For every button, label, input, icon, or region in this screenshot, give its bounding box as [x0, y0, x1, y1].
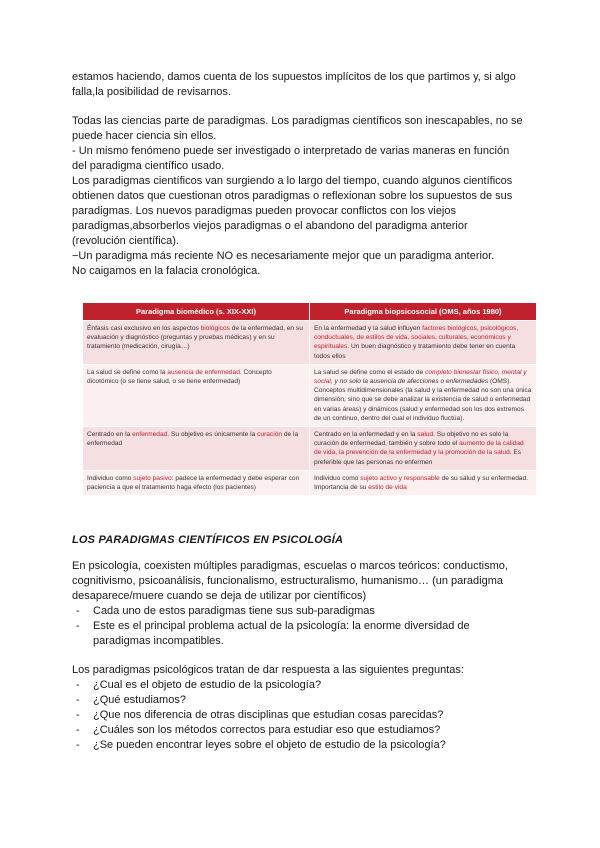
text-line: obtienen datos que cuestionan otros paradigmas o reflexionan sobre los supuestos de sus [72, 190, 513, 202]
cell-text-run: . Concepto dicotómico (o se tiene salud, o se tiene enfermedad) [87, 368, 272, 386]
list-item [72, 678, 532, 693]
dash-marker: - [76, 709, 80, 722]
list-item [72, 708, 532, 723]
cell-biopsychosocial [310, 427, 537, 471]
cell-text-run: sujeto pasivo [133, 474, 172, 482]
cell-text-run: aumento de la calidad de vida, la prevención de la enfermedad y la promoción de la salud [314, 440, 524, 457]
cell-text-run: sujeto activo y responsable [360, 474, 440, 482]
text-line: paradigmas. Los nuevos paradigmas pueden provocar conflictos con los viejos [72, 205, 456, 217]
table-row [83, 470, 537, 495]
list-item [72, 693, 532, 708]
cell-text-run: En la enfermedad y la salud influyen [314, 325, 423, 332]
table-header-biopsychosocial: Paradigma biopsicosocial (OMS, años 1980) [310, 303, 537, 321]
text-line: cognitivismo, psicoanálisis, funcionalismo, estructuralismo, humanismo… (un paradigma [72, 575, 504, 588]
text-line: Todas las ciencias parte de paradigmas. Los paradigmas científicos son inescapables, no se [72, 115, 523, 127]
cell-text-run: ausencia de enfermedad [167, 368, 240, 376]
cell-text-run: Centrado en la [87, 431, 133, 439]
text-line: No caigamos en la falacia cronológica. [72, 265, 261, 277]
dash-marker: - [76, 694, 80, 707]
cell-text-run: salud [417, 431, 434, 439]
text-line: desaparece/muere cuando se deja de utilizar por científicos) [72, 590, 367, 603]
text-line: falla,la posibilidad de revisarnos. [72, 86, 231, 98]
list-item-text: Este es el principal problema actual de la psicología: la enorme diversidad de [93, 620, 470, 633]
list-item-text: ¿Cuáles son los métodos correctos para estudiar eso que estudiamos? [93, 724, 441, 737]
cell-text-run: La salud se define como el estado de [314, 368, 426, 376]
list-item-text: ¿Que nos diferencia de otras disciplinas que estudian cosas parecidas? [93, 709, 444, 722]
dash-marker: - [76, 620, 80, 633]
cell-text-run: La salud se define como la [87, 368, 168, 376]
list-item-text: ¿Se pueden encontrar leyes sobre el objeto de estudio de la psicología? [93, 739, 446, 752]
cell-text-run: . Su objetivo es únicamente la [167, 431, 258, 439]
cell-biomedical [83, 427, 310, 471]
text-line: puede hacer ciencia sin ellos. [72, 130, 217, 142]
dash-marker: - [76, 739, 80, 752]
cell-text-run: Individuo como [314, 474, 361, 482]
cell-text-run: . Es preferible que las personas no enfermen [314, 449, 522, 466]
document-page [72, 70, 532, 753]
cell-biomedical [83, 321, 310, 365]
dash-marker: - [76, 679, 80, 692]
cell-biomedical [83, 470, 310, 495]
cell-text-run: . Un buen diagnóstico y tratamiento debe tener en cuenta todos ellos [314, 343, 516, 360]
cell-text-run: (OMS). Conceptos multidimensionales (la salud y la enfermedad no son una única dimensión, sino que se debe analizar la existencia de salud o enfermedad en varias áreas) y dinámicos (salud y enfermedad son los dos extremos de un continuo, dentro del cual el individuo fluctúa). [314, 378, 532, 422]
text-line: estamos haciendo, damos cuenta de los supuestos implícitos de los que partimos y, si algo [72, 71, 516, 83]
cell-text-run: Énfasis casi exclusivo en los aspectos [87, 325, 201, 332]
list-item-text: ¿Qué estudiamos? [93, 694, 186, 707]
cell-text-run: Individuo como [87, 474, 134, 482]
bullet-list-1 [72, 604, 532, 649]
cell-biopsychosocial [310, 321, 537, 365]
cell-text-run: enfermedad [132, 431, 168, 439]
list-item [72, 604, 532, 619]
section-paragraph-2: Los paradigmas psicológicos tratan de dar respuesta a las siguientes preguntas: [72, 664, 464, 677]
cell-text-run: . Su objetivo no es solo la curación de enfermedad, también y sobre todo el [314, 431, 509, 448]
dash-marker: - [76, 605, 80, 618]
cell-text-run: , y no solo la ausencia de afecciones o enfermedades [330, 378, 489, 386]
text-line: paradigmas,absorberlos viejos paradigmas o el abandono del paradigma anterior [72, 220, 468, 232]
cell-text-run: de su salud y su enfermedad. Importancia de su [314, 474, 529, 492]
cell-biopsychosocial [310, 364, 537, 426]
table-row [83, 364, 537, 426]
cell-text-run: estilo de vida [368, 484, 407, 492]
text-line: En psicología, coexisten múltiples paradigmas, escuelas o marcos teóricos: conductismo, [72, 560, 508, 573]
text-line: - Un mismo fenómeno puede ser investigado o interpretado de varias maneras en función [72, 145, 510, 157]
intro-paragraph-2 [72, 114, 532, 279]
text-line: (revolución científica). [72, 235, 179, 247]
section-paragraph-1 [72, 559, 532, 604]
list-item-text: ¿Cual es el objeto de estudio de la psicología? [93, 679, 322, 692]
text-line: del paradigma científico usado. [72, 160, 225, 172]
cell-text-run: biológicos [200, 325, 230, 332]
section-heading: LOS PARADIGMAS CIENTÍFICOS EN PSICOLOGÍA [72, 534, 344, 547]
list-item [72, 723, 532, 738]
table-row [83, 321, 537, 365]
cell-text-run: de la enfermedad, en su evaluación y diagnóstico (preguntas y pruebas médicas) y en su tratamiento (medicación, cirugía…) [87, 325, 303, 351]
cell-text-run: de la enfermedad [87, 431, 299, 448]
intro-paragraph-1 [72, 70, 532, 100]
paradigm-comparison-table [82, 302, 537, 496]
list-item [72, 619, 532, 649]
list-item-text: Cada uno de estos paradigmas tiene sus sub-paradigmas [93, 605, 375, 618]
cell-text-run: completo bienestar físico, mental y social [314, 368, 527, 386]
dash-marker: - [76, 724, 80, 737]
table-header-biomedical: Paradigma biomédico (s. XIX-XXI) [83, 303, 310, 321]
text-line: Los paradigmas científicos van surgiendo a lo largo del tiempo, cuando algunos científicos [72, 175, 513, 187]
table-row [83, 427, 537, 471]
cell-text-run: : padece la enfermedad y debe esperar con paciencia a que el tratamiento haga efecto (los pacientes) [87, 474, 300, 492]
cell-text-run: Centrado en la enfermedad y en la [314, 431, 418, 439]
cell-biomedical [83, 364, 310, 426]
question-list [72, 678, 532, 753]
cell-biopsychosocial [310, 470, 537, 495]
cell-text-run: curación [257, 431, 283, 439]
text-line: −Un paradigma más reciente NO es necesariamente mejor que un paradigma anterior. [72, 250, 495, 262]
list-item [72, 738, 532, 753]
list-item-text: paradigmas incompatibles. [93, 635, 224, 648]
cell-text-run: factores biológicos, psicológicos, conductuales, de estilos de vida, sociales, culturales, económicos y espirituales [314, 325, 519, 351]
